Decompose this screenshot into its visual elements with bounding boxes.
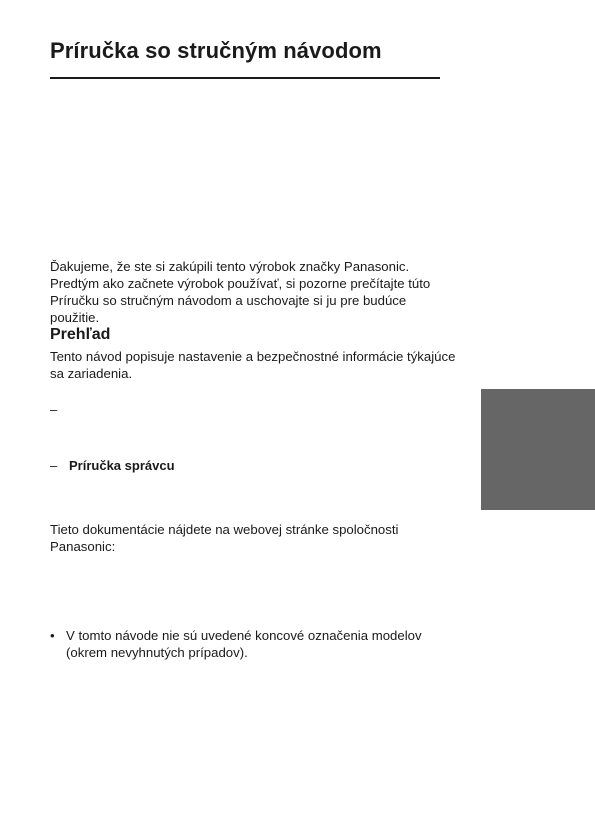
note-line: V tomto návode nie sú uvedené koncové označenia modelov bbox=[66, 628, 422, 643]
list-item-dash: – bbox=[50, 402, 58, 417]
note-bullet-item bbox=[50, 627, 422, 661]
admin-guide-label: Príručka správcu bbox=[69, 458, 175, 473]
intro-line: Predtým ako začnete výrobok používať, si pozorne prečítajte túto bbox=[50, 276, 431, 291]
documentation-line: Tieto dokumentácie nájdete na webovej stránke spoločnosti bbox=[50, 522, 399, 537]
page-title: Príručka so stručným návodom bbox=[50, 38, 382, 63]
intro-line: Ďakujeme, že ste si zakúpili tento výrobok značky Panasonic. bbox=[50, 259, 410, 274]
side-tab-marker bbox=[481, 389, 595, 510]
overview-paragraph bbox=[50, 348, 455, 382]
bullet-icon: • bbox=[50, 628, 55, 643]
note-line: (okrem nevyhnutých prípadov). bbox=[66, 645, 248, 660]
intro-line: Príručku so stručným návodom a uschovajte si ju pre budúce bbox=[50, 293, 407, 308]
documentation-line: Panasonic: bbox=[50, 539, 116, 554]
list-item-admin-guide bbox=[50, 458, 175, 473]
overview-heading: Prehľad bbox=[50, 326, 111, 343]
overview-line: Tento návod popisuje nastavenie a bezpečnostné informácie týkajúce bbox=[50, 349, 456, 364]
list-item-dash: – bbox=[50, 458, 58, 473]
overview-line: sa zariadenia. bbox=[50, 366, 133, 381]
intro-line: použitie. bbox=[50, 310, 100, 325]
documentation-paragraph bbox=[50, 521, 398, 555]
title-divider bbox=[50, 77, 440, 79]
intro-paragraph bbox=[50, 258, 430, 326]
